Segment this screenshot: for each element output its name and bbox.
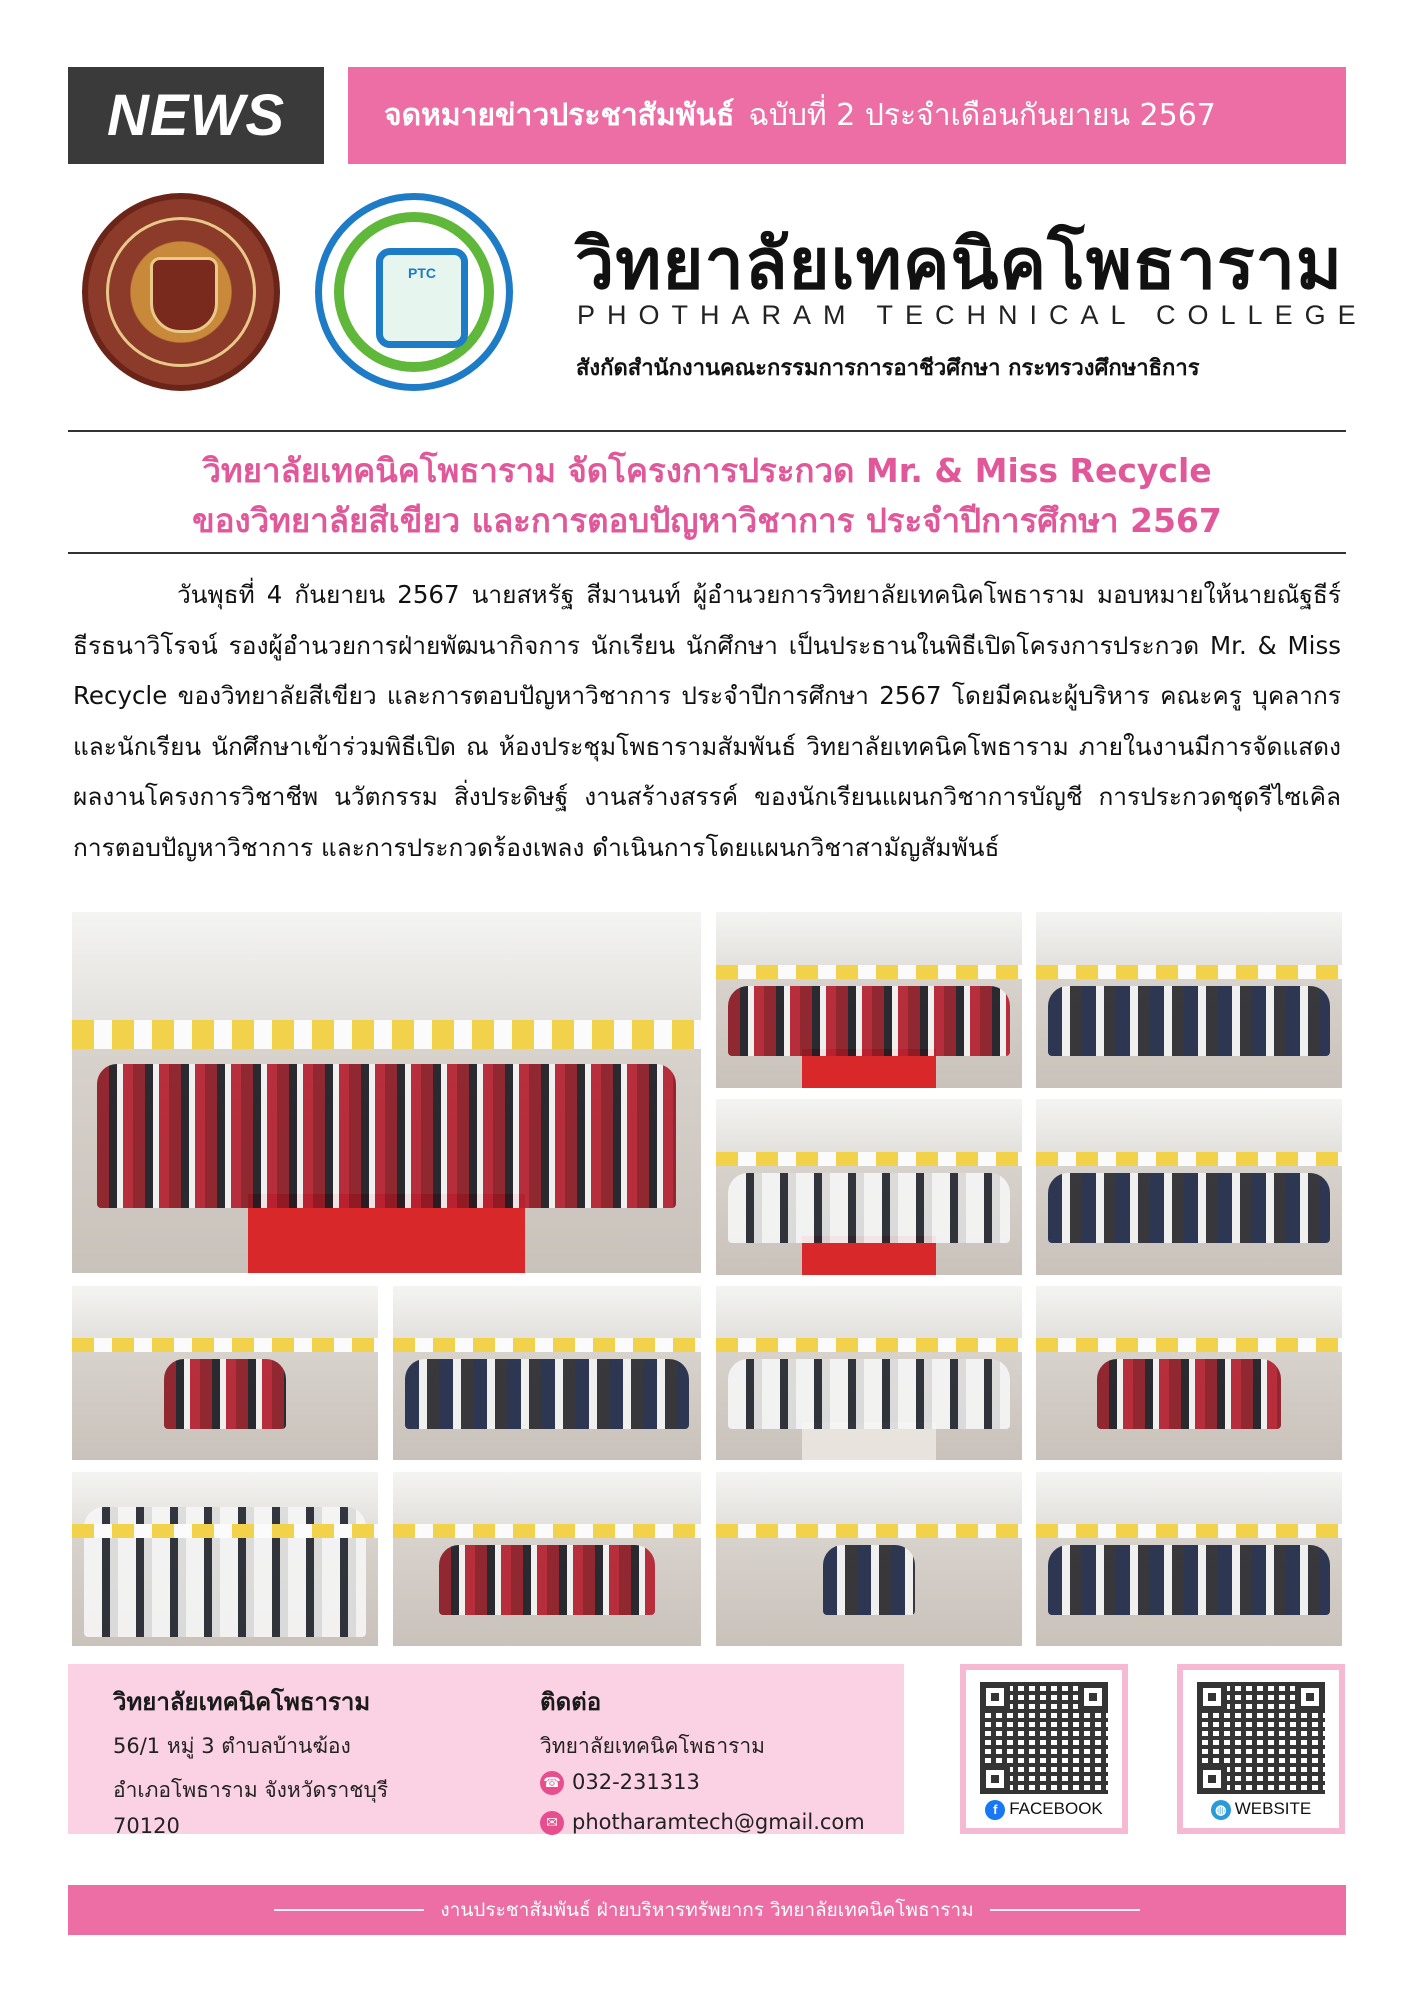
contact-org-title: วิทยาลัยเทคนิคโพธาราม [113,1688,371,1716]
footer-bar [68,1885,1346,1935]
issue-banner [348,67,1346,164]
event-photo-runway [716,1286,1022,1460]
issue-detail: ฉบับที่ 2 ประจำเดือนกันยายน 2567 [748,98,1216,133]
facebook-icon: f [985,1800,1005,1820]
issue-lead: จดหมายข่าวประชาสัมพันธ์ [384,98,735,133]
facebook-label: FACEBOOK [1009,1799,1103,1819]
phone-row [540,1770,700,1795]
event-photo-audience [72,1472,378,1646]
website-qr-code[interactable] [1197,1682,1325,1794]
footer-text: งานประชาสัมพันธ์ ฝ่ายบริหารทรัพยากร วิทยาลัยเทคนิคโพธาราม [440,1899,974,1921]
footer-dash-right [990,1909,1140,1911]
divider-bottom [68,552,1346,554]
email-icon: ✉ [540,1811,564,1835]
contact-name: วิทยาลัยเทคนิคโพธาราม [540,1734,766,1758]
ovec-seal-logo [82,193,280,391]
footer-dash-left [274,1909,424,1911]
website-globe-icon: ◍ [1211,1800,1231,1820]
phone-number[interactable]: 032-231313 [572,1770,700,1794]
website-label: WEBSITE [1234,1799,1312,1819]
event-photo-speaker [716,1472,1022,1646]
event-photo-quiz-winners [1036,1472,1342,1646]
address-postcode: 70120 [113,1814,180,1838]
facebook-qr-card[interactable] [960,1664,1128,1834]
divider-top [68,430,1346,432]
article-body-paragraph: วันพุธที่ 4 กันยายน 2567 นายสหรัฐ สีมานนท์ ผู้อำนวยการวิทยาลัยเทคนิคโพธาราม มอบหมายให้นายณัฐธีร์ ธีรธนาวิโรจน์ รองผู้อำนวยการฝ่ายพัฒนากิจการ นักเรียน นักศึกษา เป็นประธานในพิธีเปิดโครงการประกวด Mr. & Miss Recycle ของวิทยาลัยสีเขียว และการตอบปัญหาวิชาการ ประจำปีการศึกษา 2567 โดยมีคณะผู้บริหาร คณะครู บุคลากร และนักเรียน นักศึกษาเข้าร่วมพิธีเปิด ณ ห้องประชุมโพธารามสัมพันธ์ วิทยาลัยเทคนิคโพธาราม ภายในงานมีการจัดแสดงผลงานโครงการวิชาชีพ นวัตกรรม สิ่งประดิษฐ์ งานสร้างสรรค์ ของนักเรียนแผนกวิชาการบัญชี การประกวดชุดรีไซเคิล การตอบปัญหาวิชาการ และการประกวดร้องเพลง ดำเนินการโดยแผนกวิชาสามัญสัมพันธ์ [73,580,1341,862]
article-headline-line1: วิทยาลัยเทคนิคโพธาราม จัดโครงการประกวด Mr. & Miss Recycle [202,451,1212,490]
event-photo-singing-performance [393,1472,701,1646]
event-photo-group-stage [72,912,701,1273]
event-photo-recycle-costumes [716,1099,1022,1275]
contact-panel [68,1664,904,1838]
event-photo-award-group [1036,1099,1342,1275]
college-name-english: PHOTHARAM TECHNICAL COLLEGE [577,300,1368,330]
college-name-thai: วิทยาลัยเทคนิคโพธาราม [575,223,1344,305]
event-photo-award-handover [72,1286,378,1460]
email-address[interactable]: photharamtech@gmail.com [572,1810,865,1834]
ptc-logo-text: PTC [408,265,436,281]
contact-title: ติดต่อ [540,1688,602,1716]
address-line1: 56/1 หมู่ 3 ตำบลบ้านฆ้อง [113,1734,351,1758]
article-body [73,570,1341,873]
event-photo-group-red-carpet [716,912,1022,1088]
ptc-green-quality-college-logo [315,193,513,391]
phone-icon: ☎ [540,1771,564,1795]
event-photo-costume-award [1036,1286,1342,1460]
event-photo-exhibition [393,1286,701,1460]
facebook-qr-code[interactable] [980,1682,1108,1794]
college-affiliation: สังกัดสำนักงานคณะกรรมการการอาชีวศึกษา กระทรวงศึกษาธิการ [576,356,1200,381]
news-label: NEWS [68,67,324,164]
website-qr-card[interactable] [1177,1664,1345,1834]
event-photo-students-group [1036,912,1342,1088]
article-headline-line2: ของวิทยาลัยสีเขียว และการตอบปัญหาวิชาการ ประจำปีการศึกษา 2567 [192,501,1222,540]
email-row [540,1810,865,1835]
address-line2: อำเภอโพธาราม จังหวัดราชบุรี [113,1778,389,1802]
